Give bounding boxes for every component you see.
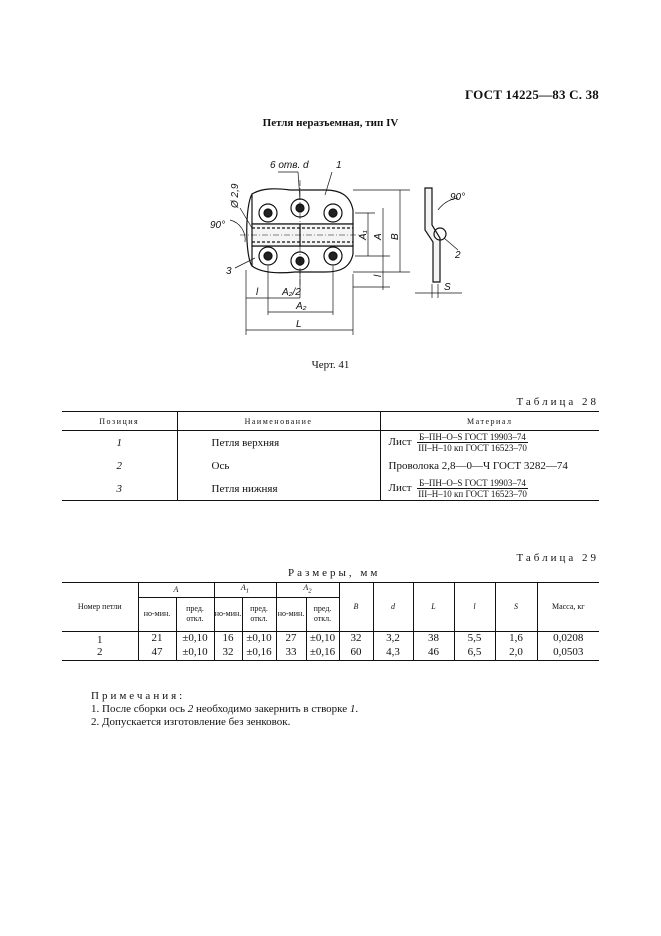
material-prefix: Лист (388, 436, 412, 449)
cell: 33 (276, 646, 306, 661)
label-angle-right: 90° (450, 192, 466, 203)
note-2: 2. Допускается изготовление без зенковок. (91, 716, 291, 728)
t29-header-dev: пред. откл. (176, 597, 214, 631)
label-B: B (390, 233, 401, 240)
cell: 46 (413, 646, 454, 661)
t29-header-d: d (373, 583, 413, 632)
t29-header-B: B (339, 583, 373, 632)
t28-pos: 3 (62, 477, 177, 501)
cell: 0,0208 (537, 631, 599, 646)
cell: 3,2 (373, 631, 413, 646)
cell: 47 (138, 646, 176, 661)
label-dia: Ø 2,9 (230, 183, 241, 208)
table28-caption: Таблица 28 (516, 396, 599, 408)
material-numerator: Б–ПН–О–S ГОСТ 19903–74 (419, 432, 526, 442)
material-numerator: Б–ПН–О–S ГОСТ 19903–74 (419, 478, 526, 488)
figure-title: Петля неразъемная, тип IV (262, 117, 399, 129)
t29-header-A1 (214, 583, 276, 598)
t29-header-S: S (495, 583, 537, 632)
cell: ±0,10 (176, 646, 214, 661)
label-A2: A₂ (296, 301, 307, 312)
label-part3: 3 (226, 266, 232, 277)
cell: 32 (214, 646, 242, 661)
t29-header-A: A (138, 583, 214, 598)
cell: 6,5 (454, 646, 495, 661)
t29-header-dev: пред. откл. (242, 597, 276, 631)
label-S: S (444, 282, 451, 293)
t29-header-A2 (276, 583, 339, 598)
t28-header-name: Наименование (177, 412, 380, 431)
table29-caption: Таблица 29 (516, 552, 599, 564)
note-1-axis-ref: 2 (187, 703, 194, 715)
t28-header-material: Материал (380, 412, 599, 431)
hinge-drawing (200, 150, 470, 345)
t28-name: Петля нижняя (177, 477, 380, 501)
cell: 32 (339, 631, 373, 646)
t29-header-A2-main: A (303, 583, 309, 592)
cell: 60 (339, 646, 373, 661)
cell: ±0,10 (176, 631, 214, 646)
cell: 38 (413, 631, 454, 646)
material-fraction (417, 432, 528, 453)
cell: 1 (97, 633, 103, 646)
cell: ±0,10 (242, 631, 276, 646)
label-l-bottom: l (256, 287, 259, 298)
table29 (62, 582, 599, 661)
label-L: L (296, 319, 302, 330)
t28-header-position: Позиция (62, 412, 177, 431)
table-row (62, 646, 599, 661)
cell: 0,0503 (537, 646, 599, 661)
label-A: A (373, 233, 384, 240)
label-l-right: l (373, 274, 384, 277)
t28-pos: 2 (116, 459, 122, 472)
t28-material (380, 477, 599, 501)
material-prefix: Лист (388, 482, 412, 495)
table-row (62, 431, 599, 455)
note-1-end: . (355, 703, 359, 715)
t29-header-mass: Масса, кг (537, 583, 599, 632)
t29-header-A2-sub: 2 (308, 587, 312, 595)
t29-header-A1-main: A (240, 583, 246, 592)
t28-pos: 1 (116, 436, 122, 449)
label-part2: 2 (455, 250, 461, 261)
cell: ±0,10 (306, 631, 339, 646)
note-1-leaf-ref: 1 (349, 703, 356, 715)
t29-header-num: Номер петли (62, 583, 138, 632)
label-part1: 1 (336, 160, 342, 171)
material-denominator: III–Н–10 кп ГОСТ 16523–70 (418, 489, 527, 499)
label-A2-half: A₂/2 (282, 287, 301, 298)
cell: 5,5 (454, 631, 495, 646)
t29-header-nom: но-мин. (138, 597, 176, 631)
cell: 1,6 (495, 631, 537, 646)
label-angle-left: 90° (210, 220, 226, 231)
label-holes: 6 отв. d (270, 160, 309, 171)
table-row (62, 454, 599, 477)
table29-subtitle: Размеры, мм (288, 567, 381, 579)
t29-header-nom: но-мин. (214, 597, 242, 631)
t28-material: Проволока 2,8—0—Ч ГОСТ 3282—74 (380, 454, 599, 477)
page-header: ГОСТ 14225—83 С. 38 (465, 87, 599, 102)
note-1 (91, 703, 358, 716)
t28-material (380, 431, 599, 455)
table28 (62, 411, 599, 501)
cell: 16 (214, 631, 242, 646)
t29-header-L: L (413, 583, 454, 632)
label-A1: A₁ (358, 230, 369, 240)
t29-header-l: l (454, 583, 495, 632)
cell: 4,3 (373, 646, 413, 661)
material-denominator: III–Н–10 кп ГОСТ 16523–70 (418, 443, 527, 453)
material-fraction (417, 478, 528, 499)
t28-name: Петля верхняя (177, 431, 380, 455)
notes-title: Примечания: (91, 690, 186, 702)
t29-header-nom: но-мин. (276, 597, 306, 631)
table-row (62, 477, 599, 501)
cell: ±0,16 (306, 646, 339, 661)
t29-header-dev: пред. откл. (306, 597, 339, 631)
t28-name: Ось (177, 454, 380, 477)
cell: 27 (276, 631, 306, 646)
note-1-mid: необходимо закернить в створке (193, 703, 350, 715)
note-1-pre: 1. После сборки ось (91, 703, 188, 715)
table-row (62, 631, 599, 646)
cell: 2,0 (495, 646, 537, 661)
cell: 21 (138, 631, 176, 646)
notes (91, 690, 358, 729)
cell: 2 (62, 646, 138, 661)
t29-header-A1-sub: 1 (245, 587, 250, 595)
cell: ±0,16 (242, 646, 276, 661)
figure-caption: Черт. 41 (311, 359, 350, 371)
